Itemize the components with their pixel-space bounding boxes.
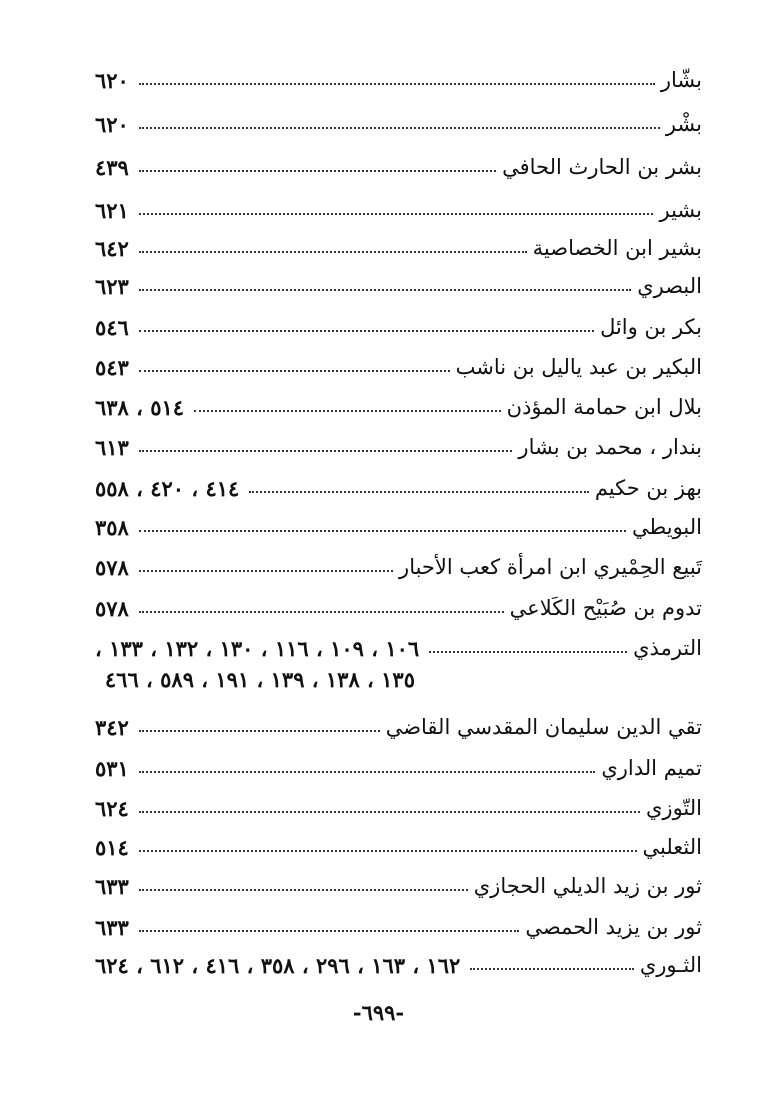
entry-pages-continuation: ١٣٥ ، ١٣٨ ، ١٣٩ ، ١٩١ ، ٥٨٩ ، ٤٦٦ xyxy=(104,667,415,692)
leader-dots xyxy=(194,410,501,412)
entry-name: بشير xyxy=(659,197,702,222)
entry-name: البصري xyxy=(637,273,702,298)
entry-name: الثعلبي xyxy=(642,834,702,859)
entry-pages: ٥٧٨ xyxy=(95,595,129,621)
index-entry xyxy=(95,58,702,92)
entry-pages: ٥١٤ ، ٦٣٨ xyxy=(95,394,185,420)
entry-pages: ٦٢٠ xyxy=(95,67,129,93)
leader-dots xyxy=(249,491,588,493)
index-entry xyxy=(95,305,702,339)
entry-pages: ٤١٤ ، ٤٢٠ ، ٥٥٨ xyxy=(95,475,240,501)
leader-dots xyxy=(139,570,393,572)
entry-pages: ٣٥٨ xyxy=(95,514,129,540)
page-number: -٦٩٩- xyxy=(352,1000,405,1025)
index-entry xyxy=(95,545,702,579)
entry-pages: ٥٤٦ xyxy=(95,314,129,340)
index-entry xyxy=(95,705,702,739)
index-entry xyxy=(95,345,702,379)
index-entry xyxy=(95,746,702,780)
entry-pages: ٦١٣ xyxy=(95,434,129,460)
index-entry xyxy=(95,145,702,179)
leader-dots xyxy=(139,771,596,773)
entry-pages: ٥٣١ xyxy=(95,755,129,781)
leader-dots xyxy=(470,968,634,970)
entry-pages: ٦٣٣ xyxy=(95,914,129,940)
entry-name: بشّار xyxy=(660,67,702,92)
index-entry xyxy=(95,786,702,820)
index-entry xyxy=(95,586,702,620)
entry-pages: ٦٢٠ xyxy=(95,111,129,137)
index-entry xyxy=(95,425,702,459)
leader-dots xyxy=(139,213,654,215)
leader-dots xyxy=(139,251,527,253)
index-entry xyxy=(95,864,702,898)
index-entry xyxy=(95,188,702,222)
entry-pages: ٦٢٤ xyxy=(95,795,129,821)
index-entry xyxy=(95,385,702,419)
leader-dots xyxy=(139,611,504,613)
leader-dots xyxy=(139,289,631,291)
leader-dots xyxy=(429,651,627,653)
entry-pages: ٣٤٢ xyxy=(95,714,129,740)
entry-name: بشْر xyxy=(665,111,702,136)
entry-name: تَبيع الحِمْيري ابن امرأة كعب الأحبار xyxy=(399,554,702,579)
leader-dots xyxy=(139,450,513,452)
entry-name: بشر بن الحارث الحافي xyxy=(502,154,702,179)
entry-name: التّوزي xyxy=(646,795,702,820)
leader-dots xyxy=(139,330,594,332)
leader-dots xyxy=(139,83,655,85)
entry-name: الثـوري xyxy=(639,952,702,977)
leader-dots xyxy=(139,127,660,129)
index-entry xyxy=(95,102,702,136)
entry-pages: ٥٤٣ xyxy=(95,354,129,380)
entry-name: بكر بن وائل xyxy=(600,314,702,339)
leader-dots xyxy=(139,370,450,372)
entry-name: بهز بن حكيم xyxy=(594,475,702,500)
leader-dots xyxy=(139,530,626,532)
entry-pages: ٦٢٣ xyxy=(95,273,129,299)
entry-pages: ٤٣٩ xyxy=(95,154,129,180)
index-entry xyxy=(95,466,702,500)
index-entry xyxy=(95,825,702,859)
entry-pages: ٦٣٣ xyxy=(95,873,129,899)
entry-pages: ٥٧٨ xyxy=(95,554,129,580)
index-entry xyxy=(95,264,702,298)
index-entry xyxy=(95,943,702,977)
entry-pages: ٦٢١ xyxy=(95,197,129,223)
entry-pages: ١٠٦ ، ١٠٩ ، ١١٦ ، ١٣٠ ، ١٣٢ ، ١٣٣ ، xyxy=(95,635,420,661)
entry-name: تدوم بن صُبَيْح الكَلاعي xyxy=(509,595,702,620)
index-entry xyxy=(95,505,702,539)
entry-name: ثور بن زيد الديلي الحجازي xyxy=(473,873,702,898)
index-entry xyxy=(95,905,702,939)
entry-pages: ١٦٢ ، ١٦٣ ، ٢٩٦ ، ٣٥٨ ، ٤١٦ ، ٦١٢ ، ٦٢٤ xyxy=(95,952,461,978)
entry-name: ثور بن يزيد الحمصي xyxy=(525,914,702,939)
leader-dots xyxy=(139,811,640,813)
leader-dots xyxy=(139,930,520,932)
leader-dots xyxy=(139,889,468,891)
leader-dots xyxy=(139,730,380,732)
entry-name: البويطي xyxy=(632,514,702,539)
entry-name: بشير ابن الخصاصية xyxy=(532,235,702,260)
entry-name: تميم الداري xyxy=(601,755,702,780)
entry-name: بندار ، محمد بن بشار xyxy=(518,434,702,459)
entry-name: البكير بن عبد ياليل بن ناشب xyxy=(455,354,702,379)
leader-dots xyxy=(139,170,496,172)
index-entry xyxy=(95,626,702,660)
entry-name: الترمذي xyxy=(633,635,702,660)
entry-pages: ٥١٤ xyxy=(95,834,129,860)
leader-dots xyxy=(139,850,637,852)
index-entry xyxy=(95,226,702,260)
entry-name: بلال ابن حمامة المؤذن xyxy=(506,394,702,419)
entry-pages: ٦٤٢ xyxy=(95,235,129,261)
entry-name: تقي الدين سليمان المقدسي القاضي xyxy=(385,714,702,739)
